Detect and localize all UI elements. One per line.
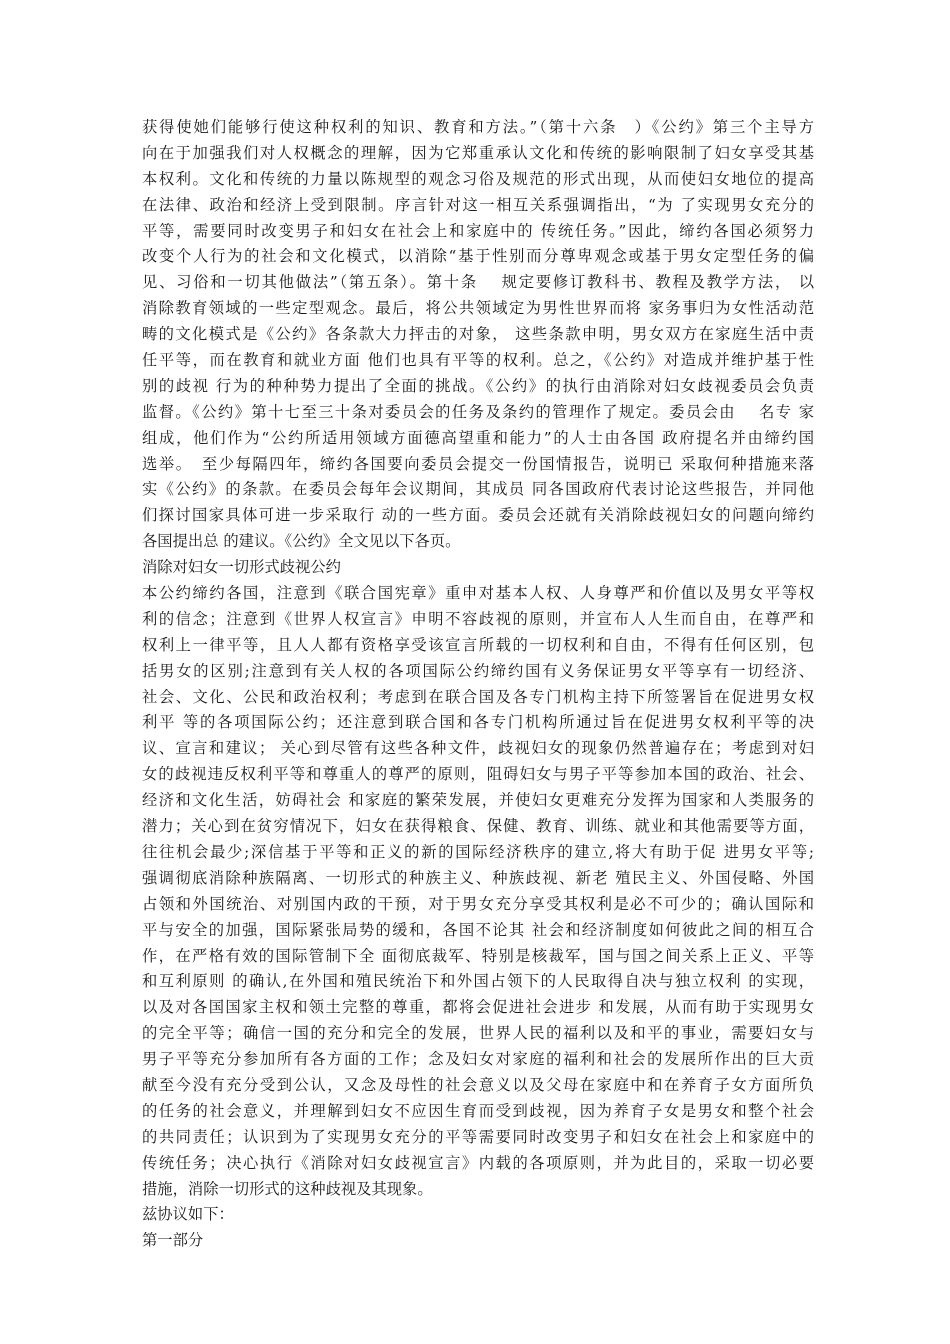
text-line: 获得使她们能够行使这种权利的知识、教育和方法。”（第十六条 ）《公约》第三个主导方 — [142, 118, 814, 136]
text-line: 和互利原则 的确认,在外国和殖民统治下和外国占领下的人民取得自决与独立权利 的实现， — [142, 972, 814, 991]
text-line: 利平 等的各项国际公约；还注意到联合国和各专门机构所通过旨在促进男女权利平等的决 — [142, 713, 814, 732]
text-line: 任平等，而在教育和就业方面 他们也具有平等的权利。总之，《公约》对造成并维护基于性 — [142, 351, 814, 370]
text-line: 措施，消除一切形式的这种歧视及其现象。 — [142, 1179, 433, 1198]
text-line: 强调彻底消除种族隔离、一切形式的种族主义、种族歧视、新老 殖民主义、外国侵略、外国 — [142, 868, 814, 887]
text-line: 权利上一律平等，且人人都有资格享受该宣言所载的一切权利和自由，不得有任何区别，包 — [142, 635, 814, 654]
text-line: 女的歧视违反权利平等和尊重人的尊严的原则，阻碍妇女与男子平等参加本国的政治、社会、 — [142, 765, 814, 784]
text-line: 作，在严格有效的国际管制下全 面彻底裁军、特别是核裁军，国与国之间关系上正义、平等 — [142, 946, 814, 965]
text-line: 平等，需要同时改变男子和妇女在社会上和家庭中的 传统任务。”因此，缔约各国必须努力 — [142, 221, 814, 240]
text-line: 改变个人行为的社会和文化模式，以消除“基于性别而分尊卑观念或基于男女定型任务的偏 — [142, 247, 814, 266]
text-line: 选举。 至少每隔四年，缔约各国要向委员会提交一份国情报告，说明已 采取何种措施来落 — [142, 454, 814, 473]
text-line: 监督。《公约》第十七至三十条对委员会的任务及条约的管理作了规定。委员会由 名专 家 — [142, 402, 814, 421]
text-line: 经济和文化生活，妨碍社会 和家庭的繁荣发展，并使妇女更难充分发挥为国家和人类服务的 — [142, 791, 814, 810]
text-line: 以及对各国国家主权和领土完整的尊重，都将会促进社会进步 和发展，从而有助于实现男女 — [142, 998, 814, 1017]
text-line: 本公约缔约各国，注意到《联合国宪章》重申对基本人权、人身尊严和价值以及男女平等权 — [142, 584, 814, 603]
text-line: 的完全平等；确信一国的充分和完全的发展，世界人民的福利以及和平的事业，需要妇女与 — [142, 1024, 814, 1043]
text-line: 们探讨国家具体可进一步采取行 动的一些方面。委员会还就有关消除歧视妇女的问题向缔约 — [142, 506, 814, 525]
text-line: 潜力；关心到在贫穷情况下，妇女在获得粮食、保健、教育、训练、就业和其他需要等方面， — [142, 817, 814, 836]
text-line: 兹协议如下： — [142, 1205, 234, 1224]
text-line: 利的信念；注意到《世界人权宣言》申明不容歧视的原则，并宣布人人生而自由，在尊严和 — [142, 609, 814, 628]
text-line: 往往机会最少;深信基于平等和正义的新的国际经济秩序的建立,将大有助于促 进男女平等; — [142, 842, 814, 861]
text-line: 传统任务；决心执行《消除对妇女歧视宣言》内载的各项原则，并为此目的，采取一切必要 — [142, 1153, 814, 1172]
text-line: 消除教育领域的一些定型观念。最后，将公共领域定为男性世界而将 家务事归为女性活动范 — [142, 299, 814, 318]
text-line: 平与安全的加强，国际紧张局势的缓和，各国不论其 社会和经济制度如何彼此之间的相互合 — [142, 920, 814, 939]
section-heading: 消除对妇女一切形式歧视公约 — [142, 558, 341, 577]
text-line: 占领和外国统治、对别国内政的干预，对于男女充分享受其权利是必不可少的；确认国际和 — [142, 894, 814, 913]
text-line: 向在于加强我们对人权概念的理解，因为它郑重承认文化和传统的影响限制了妇女享受其基 — [142, 143, 814, 162]
section-heading: 第一部分 — [142, 1231, 204, 1250]
text-line: 组成，他们作为“公约所适用领域方面德高望重和能力”的人士由各国 政府提名并由缔约国 — [142, 428, 814, 447]
text-line: 畴的文化模式是《公约》各条款大力抨击的对象， 这些条款申明，男女双方在家庭生活中责 — [142, 325, 814, 344]
document-body — [142, 115, 814, 1254]
text-line: 在法律、政治和经济上受到限制。序言针对这一相互关系强调指出，“为 了实现男女充分的 — [142, 195, 814, 214]
text-line: 实《公约》的条款。在委员会每年会议期间，其成员 同各国政府代表讨论这些报告，并同他 — [142, 480, 814, 499]
text-line: 见、习俗和一切其他做法”（第五条）。第十条 规定要修订教科书、教程及教学方法， 以 — [142, 273, 814, 292]
text-line: 献至今没有充分受到公认，又念及母性的社会意义以及父母在家庭中和在养育子女方面所负 — [142, 1075, 814, 1094]
text-line: 的任务的社会意义，并理解到妇女不应因生育而受到歧视，因为养育子女是男女和整个社会 — [142, 1101, 814, 1120]
text-line: 别的歧视 行为的种种势力提出了全面的挑战。《公约》的执行由消除对妇女歧视委员会负责 — [142, 376, 814, 395]
text-line: 社会、文化、公民和政治权利；考虑到在联合国及各专门机构主持下所签署旨在促进男女权 — [142, 687, 814, 706]
text-line: 各国提出总 的建议。《公约》全文见以下各页。 — [142, 532, 461, 551]
text-line: 本权利。文化和传统的力量以陈规型的观念习俗及规范的形式出现，从而使妇女地位的提高 — [142, 169, 814, 188]
text-line: 括男女的区别;注意到有关人权的各项国际公约缔约国有义务保证男女平等享有一切经济、 — [142, 661, 814, 680]
text-line: 的共同责任；认识到为了实现男女充分的平等需要同时改变男子和妇女在社会上和家庭中的 — [142, 1127, 814, 1146]
text-line: 议、宣言和建议； 关心到尽管有这些各种文件，歧视妇女的现象仍然普遍存在；考虑到对妇 — [142, 739, 814, 758]
text-line: 男子平等充分参加所有各方面的工作；念及妇女对家庭的福利和社会的发展所作出的巨大贡 — [142, 1050, 814, 1069]
